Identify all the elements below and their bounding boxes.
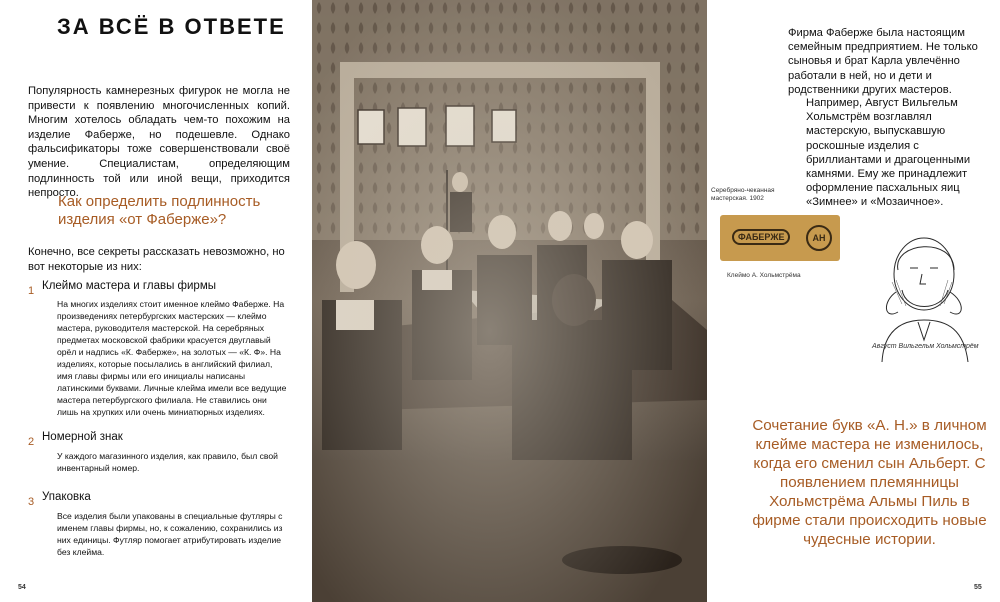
holmstrom-paragraph: Например, Август Вильгельм Хольмстрём возглавлял мастерскую, выпускавшую роскошные изделия с бриллиантами и драгоценными камнями. Ему же принадлежит оформление пасхальных яиц «Зимнее» и «Мозаичное». (806, 97, 971, 209)
list-item (28, 492, 34, 510)
hallmark-faberge: ФАБЕРЖЕ (732, 229, 790, 245)
lead-paragraph: Конечно, все секреты рассказать невозможно, но вот некоторые из них: (28, 246, 285, 273)
page-number-right: 55 (974, 584, 982, 591)
list-item (28, 432, 34, 450)
item-number: 1 (28, 285, 35, 297)
item-number: 2 (28, 436, 35, 448)
list-item (28, 281, 34, 299)
item-body: У каждого магазинного изделия, как правило, был свой инвентарный номер. (57, 451, 278, 473)
hallmark-plate (720, 215, 840, 261)
intro-paragraph: Популярность камнерезных фигурок не могла не привести к появлению многочисленных копий. Многим хотелось обладать чем-то похожим на изделие Фаберже, но подешевле. Однако фальсификаторы тоже совершенствовали своё умение. Специалистам, определяющим подлинность той или иной вещи, приходится непросто. (28, 85, 290, 200)
page-number-left: 54 (18, 584, 26, 591)
highlight-quote: Сочетание букв «А. Н.» в личном клейме мастера не изменилось, когда его сменил сын Альберт. С появлением племянницы Хольмстрёма Альмы Пиль в фирме стали происходить новые чудесные истории. (752, 417, 987, 548)
hallmark-initials: АН (806, 225, 832, 251)
family-paragraph: Фирма Фаберже была настоящим семейным предприятием. Не только сыновья и брат Карла увлечённо работали в ней, но и дети и родственники других мастеров. (788, 27, 978, 96)
portrait-sketch (862, 212, 982, 362)
section-question: Как определить подлинность изделия «от Фаберже»? (58, 193, 261, 228)
page-title: ЗА ВСЁ В ОТВЕТЕ (57, 14, 286, 39)
workshop-photo (312, 0, 707, 602)
item-body: Все изделия были упакованы в специальные футляры с именем главы фирмы, но, к сожалению, сохранились из них единицы. Футляр помогает атрибутировать изделие без клейма. (57, 511, 283, 557)
item-heading: Клеймо мастера и главы фирмы (42, 280, 216, 292)
item-number: 3 (28, 496, 35, 508)
item-heading: Номерной знак (42, 431, 123, 443)
photo-caption: Серебряно-чеканная мастерская. 1902 (711, 187, 775, 202)
hallmark-caption: Клеймо А. Хольмстрёма (727, 272, 801, 279)
portrait-signature: Август Вильгельм Хольмстрём (872, 343, 979, 350)
item-body: На многих изделиях стоит именное клеймо Фаберже. На произведениях петербургских мастерских — клеймо мастера, руководителя мастерской. На серебряных предметах московской фабрики красуется двуглавый орёл и надпись «К. Фаберже», на золотых — «К. Ф». На изделиях, которые посылались в английский филиал, имя главы фирмы или его инициалы написаны латинскими буквами. Личные клейма имели все ведущие мастера петербургского филиала. Не ставились они лишь на хрупких или очень миниатюрных изделиях. (57, 299, 287, 417)
item-heading: Упаковка (42, 491, 91, 503)
